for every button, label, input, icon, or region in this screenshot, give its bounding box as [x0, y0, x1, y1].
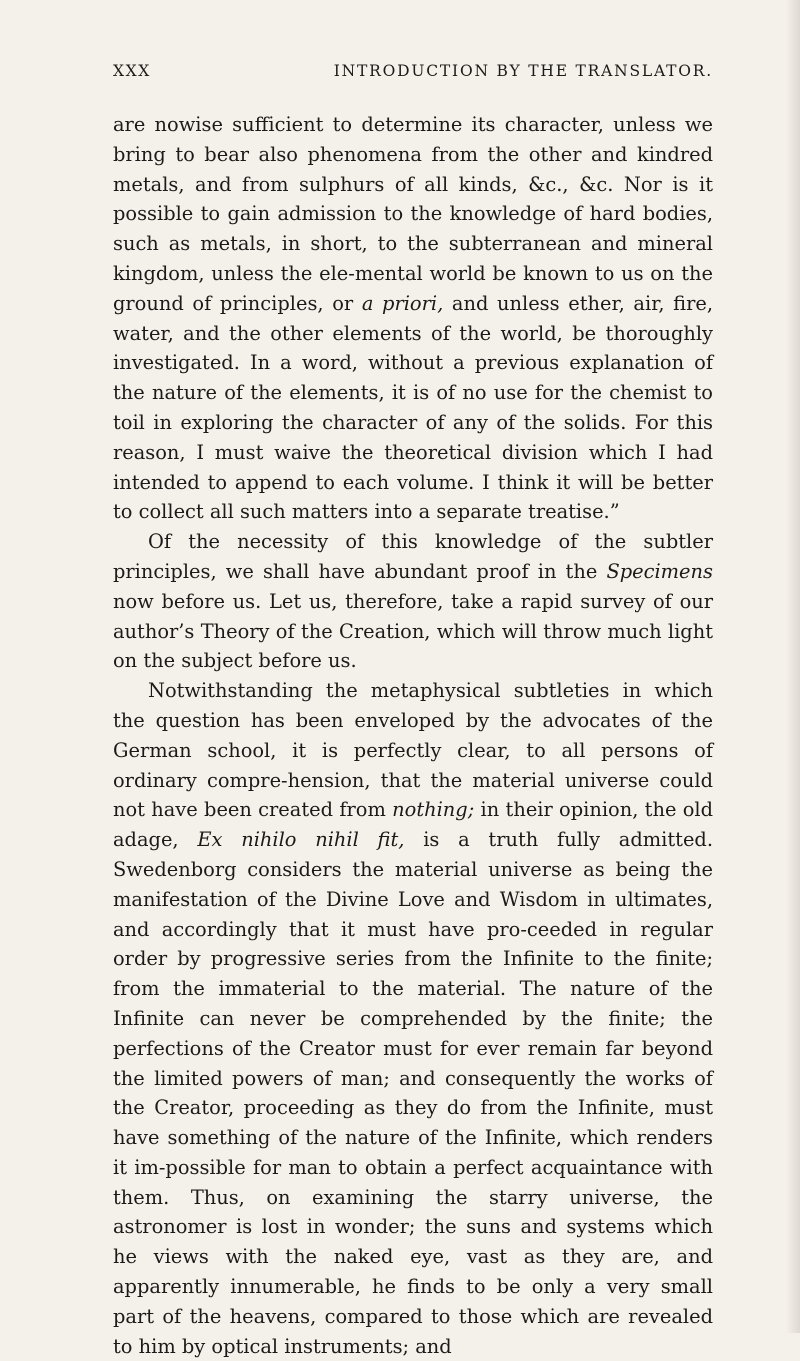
paragraph-3-text-b: in their opinion, the old adage, — [113, 798, 714, 852]
paragraph-3-text-c: is a truth fully admitted. Swedenborg considers the material universe as being the manifestation of the Divine Love and Wisdom in ultimates, and accordingly that it must have pro-ceeded in regular order by progressive series from the Infinite to the finite; from the immaterial to the material. The nature of the Infinite can never be comprehended by the finite; the perfections of the Creator must for ever remain far beyond the limited powers of man; and consequently the works of the Creator, proceeding as they do from the Infinite, must have something of the nature of the Infinite, which renders it im-possible for man to obtain a perfect acquaintance with them. Thus, on examining the starry universe, the astronomer is lost in wonder; the suns and systems which he views with the naked eye, vast as they are, and apparently innumerable, he finds to be only a very small part of the heavens, compared to those which are revealed to him by optical instruments; and — [113, 828, 713, 1358]
paragraph-2-text-a: Of the necessity of this knowledge of the subtler principles, we shall have abundant proof in the — [113, 530, 713, 583]
paragraph-1 — [113, 110, 713, 527]
paragraph-2-text-b: now before us. Let us, therefore, take a rapid survey of our author’s Theory of the Creation, which will throw much light on the subject before us. — [113, 589, 713, 673]
paragraph-3 — [113, 676, 713, 1361]
italic-specimens: Specimens — [606, 559, 713, 583]
running-title: INTRODUCTION BY THE TRANSLATOR. — [333, 62, 713, 80]
page-edge-shadow — [786, 0, 800, 1333]
paragraph-1-rest: and unless ether, air, fire, water, and the other elements of the world, be thoroughly investigated. In a word, without a previous explanation of the nature of the elements, it is of no use for the chemist to toil in exploring the character of any of the solids. For this reason, I must waive the theoretical division which I had intended to append to each volume. I think it will be better to collect all such matters into a separate treatise.” — [113, 291, 714, 524]
italic-nothing: nothing; — [392, 798, 475, 822]
paragraph-3-text-a: Notwithstanding the metaphysical subtleties in which the question has been enveloped by the advocates of the German school, it is perfectly clear, to all persons of ordinary compre-hension, that the material universe could not have been created from — [113, 679, 713, 822]
paragraph-1-text: are nowise sufficient to determine its character, unless we bring to bear also phenomena from the other and kindred metals, and from sulphurs of all kinds, &c., &c. Nor is it possible to gain admission to the knowledge of hard bodies, such as metals, in short, to the subterranean and mineral kingdom, unless the ele-mental world be known to us on the ground of principles, or — [113, 113, 713, 315]
italic-a-priori: a priori, — [361, 291, 444, 315]
italic-latin-adage: Ex nihilo nihil fit, — [197, 828, 405, 852]
paragraph-2 — [113, 527, 713, 676]
running-header — [113, 62, 713, 80]
page-number: XXX — [113, 62, 151, 80]
text-body — [113, 110, 713, 1361]
